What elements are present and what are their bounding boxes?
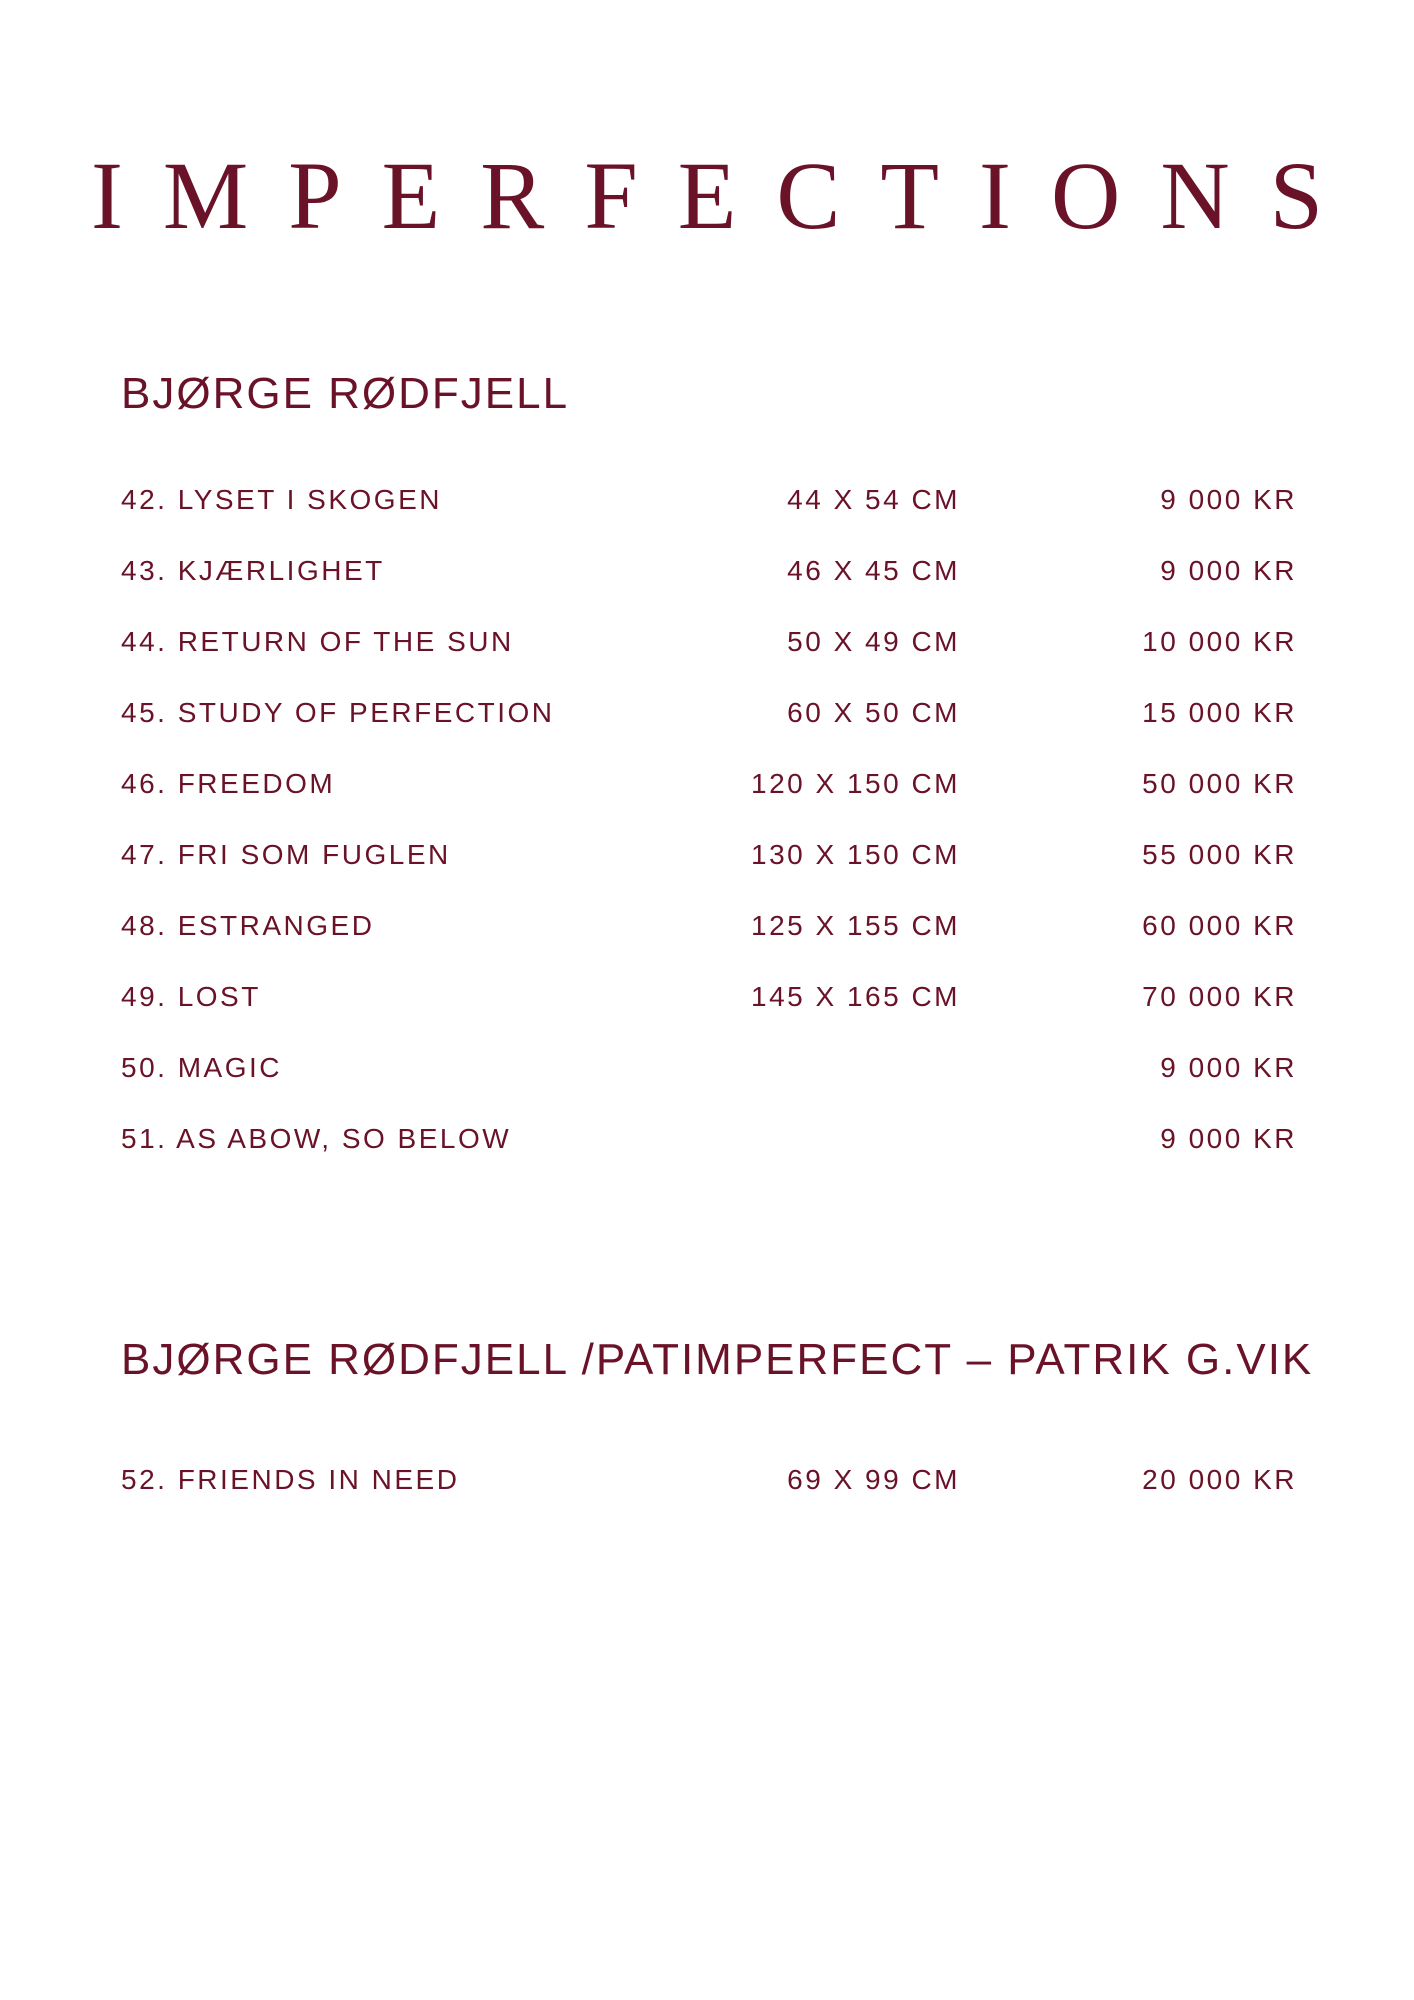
artwork-title: 50. MAGIC: [121, 1052, 282, 1083]
artwork-size: 50 X 49 CM: [787, 626, 960, 657]
artwork-title: 52. FRIENDS IN NEED: [121, 1464, 460, 1495]
artwork-title: 42. LYSET I SKOGEN: [121, 484, 442, 515]
artwork-price: 9 000 KR: [1160, 555, 1297, 586]
artwork-title: 45. STUDY OF PERFECTION: [121, 697, 555, 728]
artwork-price: 9 000 KR: [1160, 484, 1297, 515]
artwork-title: 44. RETURN OF THE SUN: [121, 626, 514, 657]
artwork-price: 50 000 KR: [1142, 768, 1297, 799]
artwork-price: 9 000 KR: [1160, 1052, 1297, 1083]
artwork-price: 9 000 KR: [1160, 1123, 1297, 1154]
artwork-size: 46 X 45 CM: [787, 555, 960, 586]
artist-heading: BJØRGE RØDFJELL: [121, 369, 570, 418]
artwork-size: 145 X 165 CM: [751, 981, 960, 1012]
artwork-price: 10 000 KR: [1142, 626, 1297, 657]
artwork-price: 60 000 KR: [1142, 910, 1297, 941]
artwork-title: 47. FRI SOM FUGLEN: [121, 839, 451, 870]
artwork-row: [121, 764, 1297, 835]
artwork-price: 70 000 KR: [1142, 981, 1297, 1012]
artist-heading: BJØRGE RØDFJELL /PATIMPERFECT – PATRIK G.VIK: [121, 1335, 1314, 1384]
artwork-row: [121, 551, 1297, 622]
artwork-title: 46. FREEDOM: [121, 768, 336, 799]
artwork-title: 51. AS ABOW, SO BELOW: [121, 1123, 512, 1154]
artwork-row: [121, 906, 1297, 977]
artwork-size: 130 X 150 CM: [751, 839, 960, 870]
artwork-row: [121, 835, 1297, 906]
artwork-list: [121, 1460, 1297, 1531]
artwork-row: [121, 1460, 1297, 1531]
artwork-row: [121, 693, 1297, 764]
artwork-title: 49. LOST: [121, 981, 261, 1012]
artwork-row: [121, 1048, 1297, 1119]
artwork-row: [121, 480, 1297, 551]
artwork-size: 69 X 99 CM: [787, 1464, 960, 1495]
artwork-price: 20 000 KR: [1142, 1464, 1297, 1495]
artwork-title: 43. KJÆRLIGHET: [121, 555, 385, 586]
artwork-price: 15 000 KR: [1142, 697, 1297, 728]
artwork-row: [121, 622, 1297, 693]
artwork-size: 60 X 50 CM: [787, 697, 960, 728]
artwork-size: 120 X 150 CM: [751, 768, 960, 799]
artwork-size: 44 X 54 CM: [787, 484, 960, 515]
page-title: IMPERFECTIONS: [90, 142, 1364, 249]
artwork-list: [121, 480, 1297, 1190]
artwork-size: 125 X 155 CM: [751, 910, 960, 941]
artwork-title: 48. ESTRANGED: [121, 910, 375, 941]
artwork-price: 55 000 KR: [1142, 839, 1297, 870]
artwork-row: [121, 1119, 1297, 1190]
artwork-row: [121, 977, 1297, 1048]
